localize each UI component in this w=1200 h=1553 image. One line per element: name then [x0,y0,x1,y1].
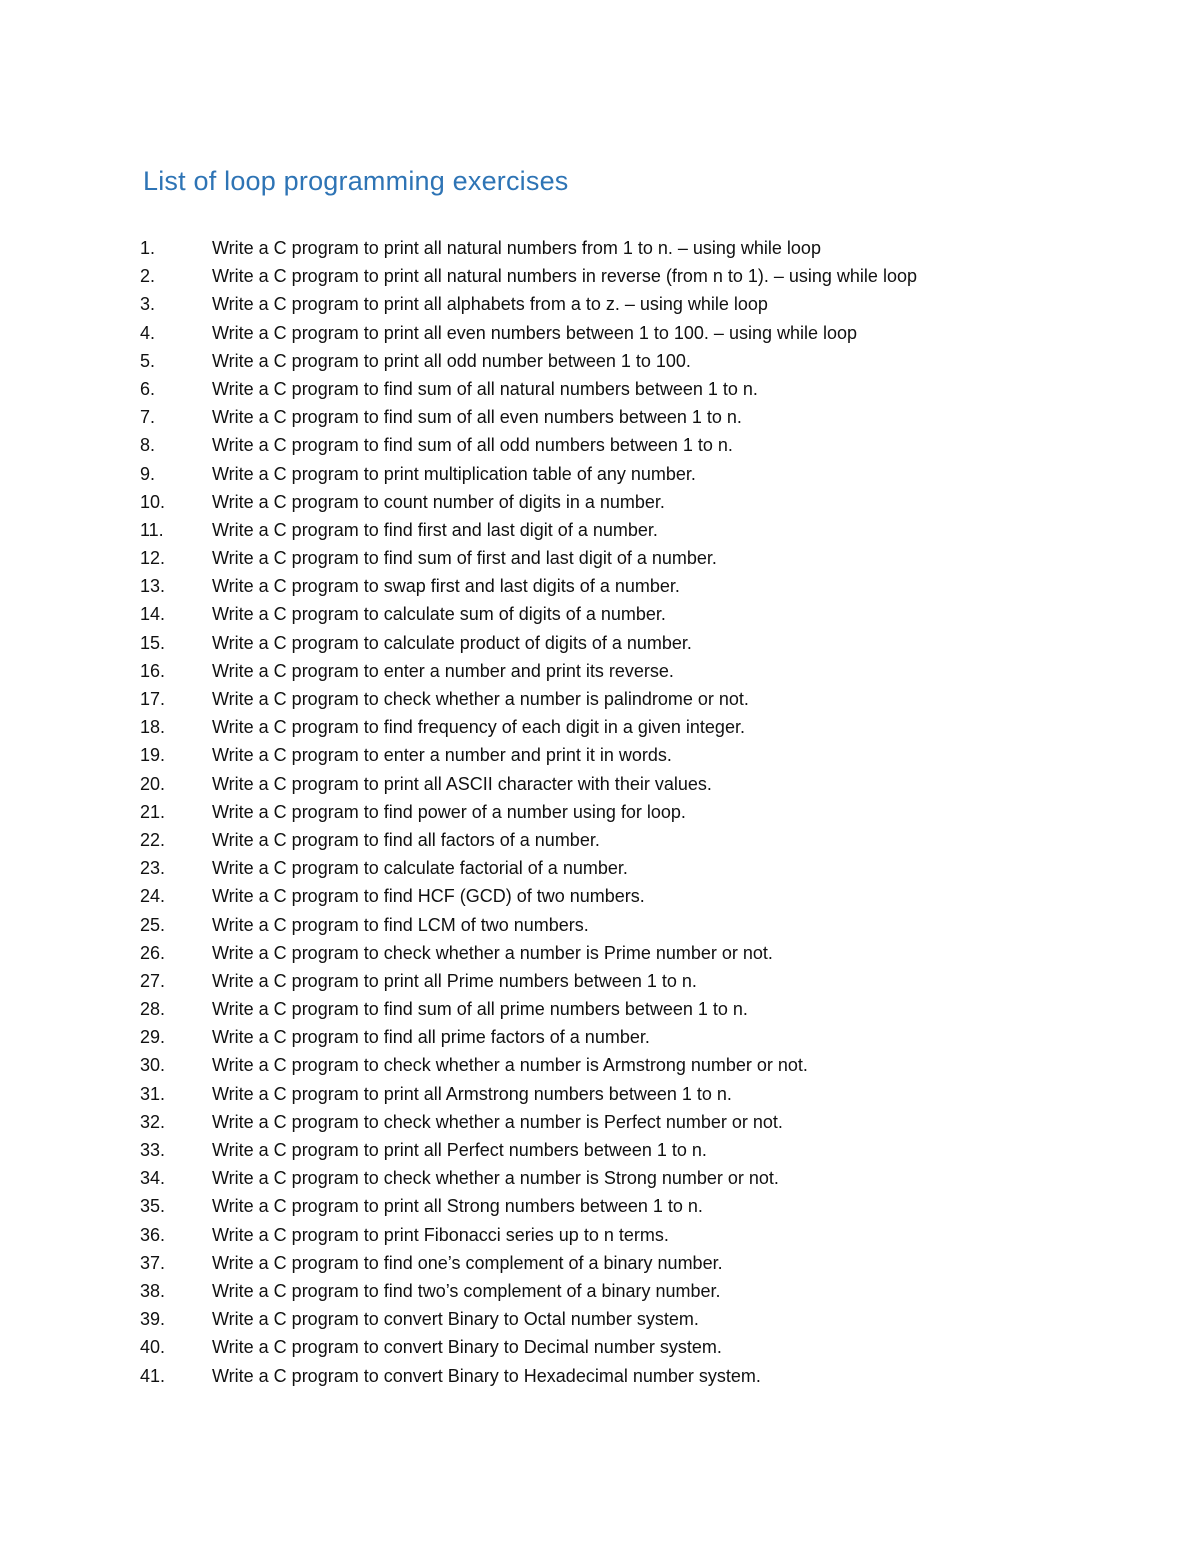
list-item-text: Write a C program to find sum of all odd numbers between 1 to n. [212,435,733,456]
list-item-text: Write a C program to find frequency of each digit in a given integer. [212,717,745,738]
list-item-text: Write a C program to find LCM of two numbers. [212,914,589,935]
list-item-number: 7. [140,407,156,428]
list-item-text: Write a C program to convert Binary to Octal number system. [212,1309,699,1330]
list-item-text: Write a C program to print all natural numbers from 1 to n. – using while loop [212,238,821,258]
list-item-text: Write a C program to swap first and last digits of a number. [212,576,680,597]
list-item-number: 28. [140,999,166,1020]
list-item-text: Write a C program to print multiplication table of any number. [212,463,696,484]
list-item-number: 26. [140,942,166,963]
list-item-number: 38. [140,1280,166,1301]
list-item-number: 30. [140,1055,166,1076]
list-item-number: 4. [140,322,156,343]
list-item-number: 9. [140,463,156,484]
list-item-number: 10. [140,491,166,512]
list-item-text: Write a C program to check whether a number is palindrome or not. [212,689,749,709]
list-item-number: 41. [140,1365,166,1386]
list-item-number: 15. [140,632,166,653]
list-item-number: 19. [140,745,166,766]
list-item-text: Write a C program to convert Binary to Hexadecimal number system. [212,1365,761,1386]
list-item-text: Write a C program to find sum of first and last digit of a number. [212,548,717,569]
list-item-text: Write a C program to find power of a number using for loop. [212,801,686,822]
list-item-text: Write a C program to print Fibonacci series up to n terms. [212,1224,669,1245]
list-item-text: Write a C program to find sum of all even numbers between 1 to n. [212,407,742,428]
list-item-text: Write a C program to find all factors of a number. [212,829,600,850]
list-item-number: 25. [140,914,166,935]
list-item-number: 20. [140,773,166,794]
list-item-number: 39. [140,1309,166,1330]
list-item-text: Write a C program to print all Strong numbers between 1 to n. [212,1196,703,1217]
page-title: List of loop programming exercises [143,166,569,196]
list-item-number: 13. [140,576,166,597]
list-item-text: Write a C program to print all ASCII character with their values. [212,773,712,794]
list-item-number: 16. [140,660,166,681]
list-item-text: Write a C program to check whether a number is Perfect number or not. [212,1111,783,1132]
list-item-text: Write a C program to check whether a number is Strong number or not. [212,1168,779,1189]
list-item-text: Write a C program to enter a number and print its reverse. [212,660,674,681]
list-item-number: 2. [140,266,156,287]
list-item-number: 21. [140,801,166,822]
list-item-text: Write a C program to enter a number and print it in words. [212,745,672,766]
list-item-text: Write a C program to find sum of all natural numbers between 1 to n. [212,378,758,399]
list-item-number: 34. [140,1168,166,1189]
list-item-number: 14. [140,604,166,625]
list-item-text: Write a C program to print all even numbers between 1 to 100. – using while loop [212,322,858,343]
list-item-text: Write a C program to find all prime factors of a number. [212,1027,650,1048]
list-item-number: 11. [140,519,164,540]
list-item-text: Write a C program to find sum of all prime numbers between 1 to n. [212,999,748,1020]
list-item-number: 22. [140,829,166,850]
list-item-text: Write a C program to print all Perfect numbers between 1 to n. [212,1140,707,1160]
list-item-number: 27. [140,970,166,991]
list-item-number: 31. [140,1083,166,1104]
list-item-number: 5. [140,350,156,371]
list-item-text: Write a C program to check whether a number is Prime number or not. [212,942,773,963]
list-item-text: Write a C program to print all Armstrong numbers between 1 to n. [212,1083,732,1104]
list-item-text: Write a C program to convert Binary to Decimal number system. [212,1337,722,1358]
list-item-text: Write a C program to find two’s complement of a binary number. [212,1280,721,1301]
list-item-number: 12. [140,548,166,569]
list-item-number: 37. [140,1252,166,1273]
list-item-text: Write a C program to count number of digits in a number. [212,491,665,512]
list-item-text: Write a C program to calculate sum of digits of a number. [212,604,666,625]
list-item-number: 36. [140,1224,166,1245]
list-item-number: 18. [140,717,166,738]
list-item-text: Write a C program to print all odd number between 1 to 100. [212,350,691,371]
list-item-text: Write a C program to find HCF (GCD) of two numbers. [212,886,645,907]
list-item-number: 32. [140,1111,166,1132]
list-item-number: 3. [140,294,156,315]
list-item-number: 17. [140,689,166,709]
list-item-number: 23. [140,858,166,879]
list-item-number: 29. [140,1027,166,1048]
list-item-number: 33. [140,1140,166,1160]
list-item-text: Write a C program to print all Prime numbers between 1 to n. [212,970,697,991]
list-item-number: 24. [140,886,166,907]
list-item-text: Write a C program to print all alphabets from a to z. – using while loop [212,294,768,315]
list-item-number: 35. [140,1196,166,1217]
list-item-text: Write a C program to check whether a number is Armstrong number or not. [212,1055,808,1076]
list-item-number: 6. [140,378,156,399]
list-item-number: 8. [140,435,156,456]
list-item-text: Write a C program to calculate product of digits of a number. [212,632,692,653]
list-item-number: 1. [140,238,156,258]
list-item-text: Write a C program to find one’s complement of a binary number. [212,1252,723,1273]
list-item-text: Write a C program to calculate factorial of a number. [212,858,628,879]
list-item-text: Write a C program to find first and last digit of a number. [212,519,658,540]
list-item-text: Write a C program to print all natural numbers in reverse (from n to 1). – using while loop [212,266,917,287]
list-item-number: 40. [140,1337,166,1358]
